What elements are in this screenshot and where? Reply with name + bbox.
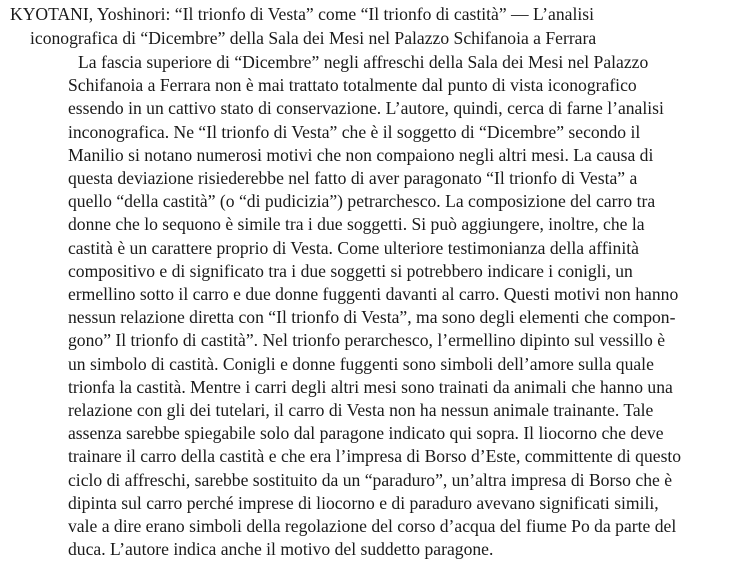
author-name: KYOTANI, Yoshinori (10, 4, 166, 24)
abstract-line: castità è un carattere proprio di Vesta. Come ulteriore testimonianza della affinità (68, 237, 639, 258)
abstract-line: relazione con gli dei tutelari, il carro di Vesta non ha nessun animale trainante. Tale (68, 400, 654, 420)
abstract-line: trionfa la castità. Mentre i carri degli altri mesi sono trainati da animali che hanno una (68, 376, 673, 397)
abstract-line: ermellino sotto il carro e due donne fuggenti davanti al carro. Questi motivi non hanno (68, 284, 679, 304)
abstract-line: donne che lo sequono è simile tra i due soggetti. Si può aggiungere, inoltre, che la (68, 214, 645, 235)
abstract-line: questa deviazione risiederebbe nel fatto di aver paragonato “Il trionfo di Vesta” a (68, 168, 638, 188)
abstract-line: compositivo e di significato tra i due soggetti si potrebbero indicare i conigli, un (68, 260, 633, 281)
abstract-line: nessun relazione diretta con “Il trionfo di Vesta”, ma sono degli elementi che compon- (68, 307, 676, 328)
heading-line-1 (10, 2, 730, 26)
abstract-line: gono” Il trionfo di castità”. Nel trionfo perarchesco, l’ermellino dipinto sul vessillo è (68, 330, 666, 351)
abstract-first-line: La fascia superiore di “Dicembre” negli affreschi della Sala dei Mesi nel Palazzo (78, 52, 649, 72)
abstract-line: essendo in un cattivo stato di conservazione. L’autore, quindi, cerca di farne l’analisi (68, 98, 664, 119)
abstract-line: assenza sarebbe spiegabile solo dal paragone indicato qui sopra. Il liocorno che deve (68, 423, 664, 444)
article-title-part-1: : “Il trionfo di Vesta” come “Il trionfo di castità” — L’analisi (165, 4, 594, 24)
abstract-line: un simbolo di castità. Conigli e donne fuggenti sono simboli dell’amore sulla quale (68, 353, 654, 374)
abstract-line: vale a dire erano simboli della regolazione del corso d’acqua del fiume Po da parte del (68, 516, 677, 536)
abstract-line: dipinta sul carro perché imprese di liocorno e di paraduro avevano significati simili, (68, 492, 659, 513)
abstract-line: Schifanoia a Ferrara non è mai trattato totalmente dal punto di vista iconografico (68, 75, 637, 96)
heading-line-2: iconografica di “Dicembre” della Sala dei Mesi nel Palazzo Schifanoia a Ferrara (30, 28, 597, 48)
abstract-line: quello “della castità” (o “di pudicizia”) petrarchesco. La composizione del carro tra (68, 191, 656, 212)
abstract-line: Manilio si notano numerosi motivi che non compaiono negli altri mesi. La causa di (68, 144, 654, 165)
abstract-line: ciclo di affreschi, sarebbe sostituito da un “paraduro”, un’altra impresa di Borso che è (68, 469, 673, 490)
abstract-line: trainare il carro della castità e che era l’impresa di Borso d’Este, committente di questo (68, 446, 682, 467)
abstract-line: duca. L’autore indica anche il motivo del suddetto paragone. (68, 539, 494, 560)
abstract-line: inconografica. Ne “Il trionfo di Vesta” che è il soggetto di “Dicembre” secondo il (68, 121, 641, 142)
